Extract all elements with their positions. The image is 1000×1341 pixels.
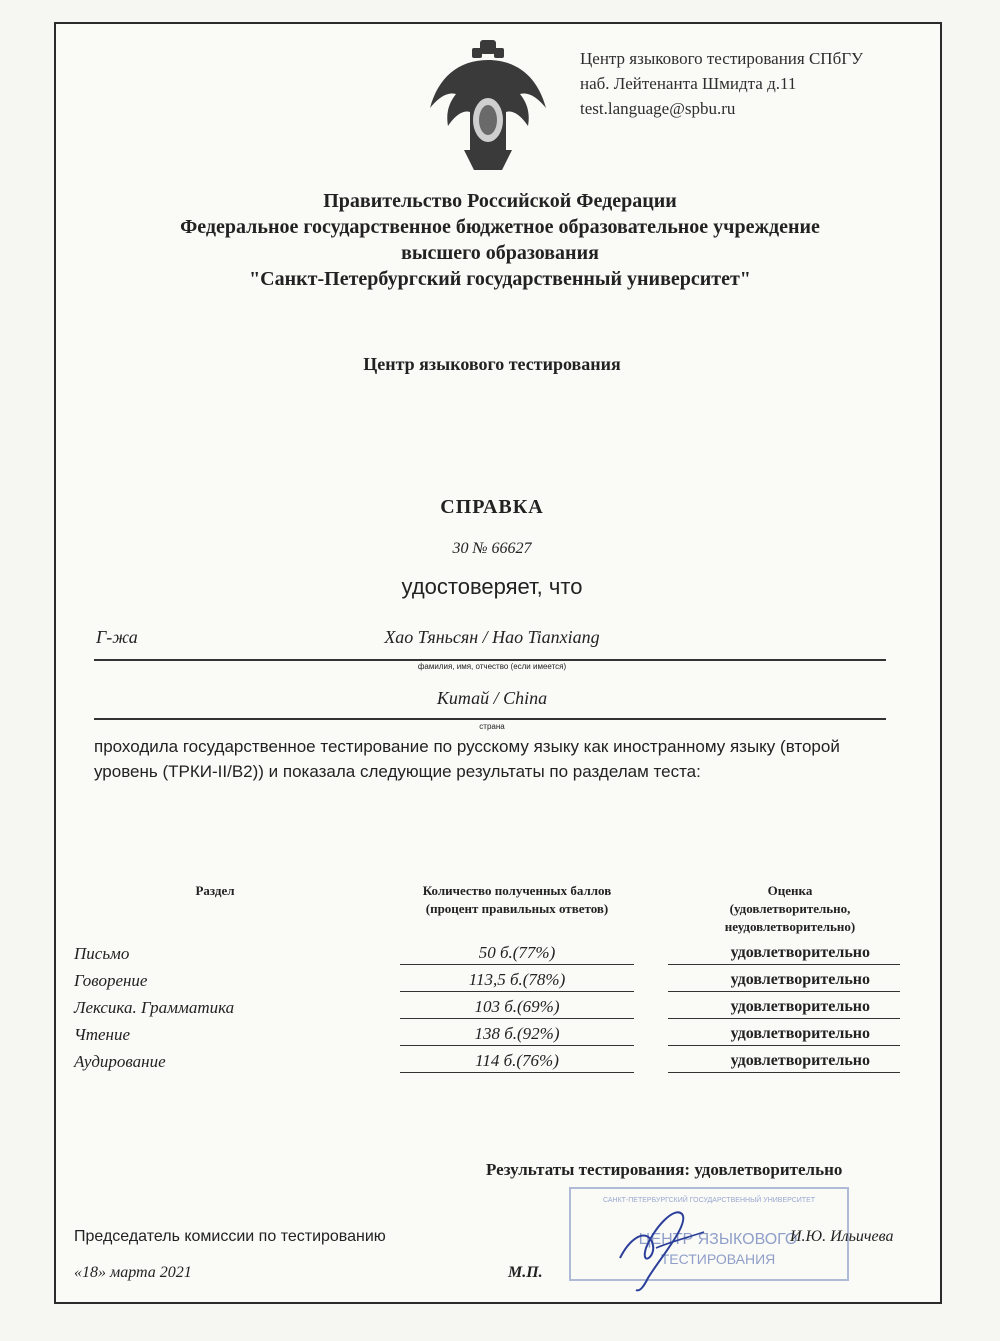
row-score: 114 б.(76%) bbox=[400, 1050, 634, 1073]
row-section: Говорение bbox=[74, 971, 148, 990]
chair-name: И.Ю. Ильичева bbox=[790, 1228, 894, 1245]
row-section: Чтение bbox=[74, 1025, 131, 1044]
statement-text bbox=[94, 734, 902, 784]
stamp-line-1: ЦЕНТР ЯЗЫКОВОГО bbox=[638, 1231, 798, 1248]
row-grade: удовлетворительно bbox=[668, 1050, 900, 1073]
row-section: Лексика. Грамматика bbox=[74, 998, 235, 1017]
header-grade-line-1: Оценка bbox=[767, 883, 813, 898]
header-score-line-2: (процент правильных ответов) bbox=[425, 901, 609, 916]
header-section: Раздел bbox=[195, 883, 235, 898]
row-section: Письмо bbox=[74, 944, 130, 963]
issue-date: «18» марта 2021 bbox=[74, 1264, 192, 1281]
header-line-2: Федеральное государственное бюджетное образовательное учреждение bbox=[180, 216, 820, 238]
row-score: 103 б.(69%) bbox=[400, 996, 634, 1019]
country-underline bbox=[94, 718, 886, 720]
header-grade-line-3: неудовлетворительно) bbox=[724, 919, 856, 934]
document-title: СПРАВКА bbox=[440, 496, 544, 518]
contact-block bbox=[580, 46, 863, 121]
row-grade: удовлетворительно bbox=[668, 1023, 900, 1046]
institution-header bbox=[0, 188, 1000, 292]
header-grade bbox=[680, 882, 900, 936]
header-line-4: "Санкт-Петербургский государственный университет" bbox=[249, 268, 751, 290]
final-result: Результаты тестирования: удовлетворительно bbox=[486, 1160, 843, 1179]
row-grade: удовлетворительно bbox=[668, 942, 900, 965]
contact-address: наб. Лейтенанта Шмидта д.11 bbox=[580, 74, 797, 93]
name-caption: фамилия, имя, отчество (если имеется) bbox=[417, 662, 567, 671]
chair-label: Председатель комиссии по тестированию bbox=[74, 1228, 386, 1245]
header-grade-line-2: (удовлетворительно, bbox=[729, 901, 851, 916]
header-score bbox=[380, 882, 654, 918]
contact-email: test.language@spbu.ru bbox=[580, 99, 736, 118]
document-number: 30 № 66627 bbox=[452, 540, 532, 557]
row-grade: удовлетворительно bbox=[668, 996, 900, 1019]
row-grade: удовлетворительно bbox=[668, 969, 900, 992]
stamp-line-2: ТЕСТИРОВАНИЯ bbox=[660, 1251, 776, 1267]
header-line-3: высшего образования bbox=[401, 242, 599, 264]
country-caption: страна bbox=[479, 722, 505, 731]
name-underline bbox=[94, 659, 886, 661]
statement-line-2: уровень (ТРКИ-II/B2)) и показала следующие результаты по разделам теста: bbox=[94, 762, 701, 781]
certifies-text: удостоверяет, что bbox=[401, 574, 583, 599]
row-score: 138 б.(92%) bbox=[400, 1023, 634, 1046]
row-score: 50 б.(77%) bbox=[400, 942, 634, 965]
stamp-small-text: САНКТ-ПЕТЕРБУРГСКИЙ ГОСУДАРСТВЕННЫЙ УНИВЕРСИТЕТ bbox=[602, 1197, 816, 1204]
header-score-line-1: Количество полученных баллов bbox=[422, 883, 612, 898]
seal-label: М.П. bbox=[508, 1264, 543, 1281]
statement-line-1: проходила государственное тестирование по русскому языку как иностранному языку (второй bbox=[94, 737, 840, 756]
header-line-1: Правительство Российской Федерации bbox=[323, 190, 677, 212]
salutation: Г-жа bbox=[96, 627, 138, 647]
country: Китай / China bbox=[436, 688, 548, 708]
person-name: Хао Тяньсян / Hao Tianxiang bbox=[384, 627, 600, 647]
contact-line: Центр языкового тестирования СПбГУ bbox=[580, 49, 864, 68]
signature bbox=[600, 1198, 720, 1294]
center-title: Центр языкового тестирования bbox=[363, 354, 621, 374]
eagle-emblem-icon bbox=[418, 38, 558, 178]
row-score: 113,5 б.(78%) bbox=[400, 969, 634, 992]
row-section: Аудирование bbox=[74, 1052, 166, 1071]
